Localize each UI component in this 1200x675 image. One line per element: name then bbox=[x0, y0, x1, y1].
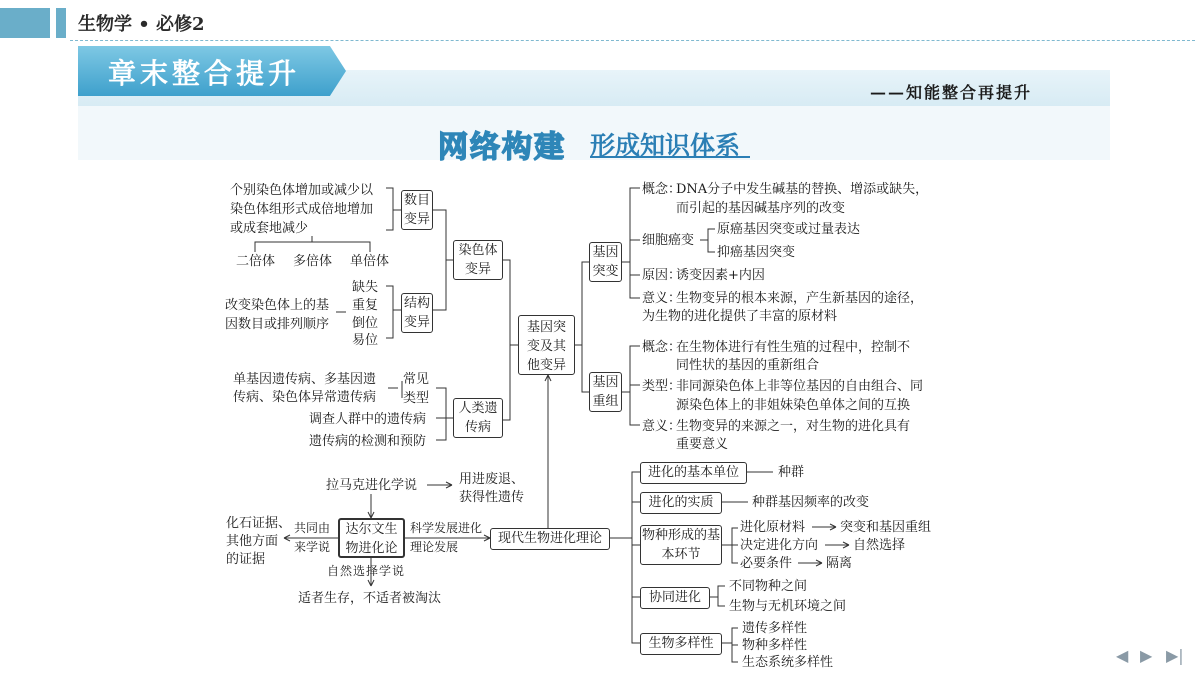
type-polyploid: 多倍体 bbox=[293, 254, 333, 269]
gm-concept-line-2: 而引起的基因碱基序列的改变 bbox=[676, 201, 846, 216]
speciation-label: 物种形成的基本环节 bbox=[641, 528, 720, 562]
number-variation-node bbox=[401, 190, 433, 230]
gr-concept-line-2: 同性状的基因的重新组合 bbox=[676, 358, 820, 373]
lamarck-result-2: 获得性遗传 bbox=[459, 490, 525, 505]
biodiversity-item-1: 遗传多样性 bbox=[742, 621, 808, 636]
modern-evolution-label: 现代生物进化理论 bbox=[497, 531, 602, 546]
number-variation-desc-2: 染色体组形式成倍地增加 bbox=[230, 202, 374, 217]
gr-meaning-line-1: 生物变异的来源之一，对生物的进化具有 bbox=[676, 419, 911, 434]
gr-meaning-line-2: 重要意义 bbox=[676, 437, 729, 452]
basic-unit-label: 进化的基本单位 bbox=[647, 465, 739, 480]
gr-type-line-1: 非同源染色体上非等位基因的自由组合、同 bbox=[676, 379, 924, 394]
survey-disease: 调查人群中的遗传病 bbox=[309, 412, 427, 427]
basic-unit-value: 种群 bbox=[778, 465, 805, 480]
gr-concept-line-1: 在生物体进行有性生殖的过程中，控制不 bbox=[676, 340, 911, 355]
common-types-label: 常见类型 bbox=[403, 372, 430, 406]
gm-meaning-line-1: 生物变异的根本来源，产生新基因的途径， bbox=[676, 291, 924, 306]
gr-type-line-2: 源染色体上的非姐妹染色单体之间的互换 bbox=[676, 398, 911, 413]
modern-evolution-node bbox=[490, 528, 610, 550]
genetic-disease-node bbox=[453, 398, 503, 438]
darwin-label: 达尔文生物进化论 bbox=[345, 522, 398, 556]
book-title: 生物学 • 必修2 bbox=[78, 14, 205, 35]
gm-cause-line-1: 诱变因素+内因 bbox=[676, 268, 765, 283]
disease-prevention: 遗传病的检测和预防 bbox=[309, 434, 427, 449]
structure-variation-desc-1: 改变染色体上的基 bbox=[225, 298, 330, 313]
struct-type-translocation: 易位 bbox=[352, 333, 379, 348]
section-title-plain: 形成知识体系 bbox=[590, 131, 741, 160]
coevolution-item-2: 生物与无机环境之间 bbox=[729, 599, 847, 614]
speciation-v3: 隔离 bbox=[826, 556, 853, 571]
prev-page-button[interactable]: ◀ bbox=[1116, 646, 1129, 665]
chromosome-variation-label: 染色体变异 bbox=[458, 243, 498, 277]
common-descent-label: 共同由来学说 bbox=[294, 521, 331, 554]
gene-mutation-label: 基因突变 bbox=[592, 245, 619, 279]
gm-meaning-key: 意义： bbox=[642, 291, 682, 306]
gr-meaning-key: 意义： bbox=[642, 419, 682, 434]
gene-recombination-label: 基因重组 bbox=[592, 375, 619, 409]
structure-variation-desc-2: 因数目或排列顺序 bbox=[225, 317, 330, 332]
biodiversity-label: 生物多样性 bbox=[648, 636, 714, 651]
chapter-title: 章末整合提升 bbox=[108, 57, 301, 90]
next-page-button[interactable]: ▶ bbox=[1140, 646, 1153, 665]
biodiversity-item-3: 生态系统多样性 bbox=[742, 655, 834, 670]
speciation-k2: 决定进化方向 bbox=[740, 538, 819, 553]
struct-type-deletion: 缺失 bbox=[352, 280, 379, 295]
speciation-v1: 突变和基因重组 bbox=[840, 520, 932, 535]
gm-cancer-line-1: 原癌基因突变或过量表达 bbox=[717, 222, 861, 237]
evidence-line-3: 的证据 bbox=[226, 552, 266, 567]
center-label: 基因突变及其他变异 bbox=[526, 320, 566, 373]
natural-selection-result: 适者生存，不适者被淘汰 bbox=[298, 591, 442, 606]
coevolution-label: 协同进化 bbox=[648, 590, 701, 605]
essence-value: 种群基因频率的改变 bbox=[752, 495, 870, 510]
speciation-v2: 自然选择 bbox=[853, 538, 906, 553]
natural-selection-label: 自然选择学说 bbox=[327, 564, 406, 578]
gm-concept-line-1: DNA分子中发生碱基的替换、增添或缺失， bbox=[676, 182, 929, 197]
chapter-subtitle: ——知能整合再提升 bbox=[870, 83, 1033, 102]
chromosome-variation-node bbox=[453, 240, 503, 280]
gm-meaning-line-2: 为生物的进化提供了丰富的原材料 bbox=[642, 309, 838, 324]
biodiversity-node bbox=[640, 633, 722, 655]
lamarck-result-1: 用进废退、 bbox=[459, 472, 525, 487]
evidence-line-2: 其他方面 bbox=[226, 534, 279, 549]
gm-cancer-line-2: 抑癌基因突变 bbox=[717, 245, 796, 260]
gm-cause-key: 原因： bbox=[642, 268, 682, 283]
development-label: 科学发展进化理论发展 bbox=[410, 521, 483, 554]
speciation-k3: 必要条件 bbox=[740, 556, 793, 571]
type-diploid: 二倍体 bbox=[236, 254, 276, 269]
essence-node bbox=[640, 492, 722, 514]
struct-type-inversion: 倒位 bbox=[352, 316, 379, 331]
gr-concept-key: 概念： bbox=[642, 340, 682, 355]
last-page-button[interactable]: ▶| bbox=[1166, 646, 1184, 665]
speciation-node bbox=[640, 525, 722, 565]
genetic-disease-label: 人类遗传病 bbox=[458, 401, 498, 435]
essence-label: 进化的实质 bbox=[648, 495, 714, 510]
gm-concept-key: 概念： bbox=[642, 182, 682, 197]
basic-unit-node bbox=[640, 462, 747, 484]
struct-type-duplication: 重复 bbox=[352, 298, 379, 313]
number-variation-desc-1: 个别染色体增加或减少以 bbox=[230, 183, 374, 198]
biodiversity-item-2: 物种多样性 bbox=[742, 638, 808, 653]
common-types-items-2: 传病、染色体异常遗传病 bbox=[233, 390, 377, 405]
number-variation-desc-3: 或成套地减少 bbox=[230, 221, 309, 236]
darwin-node bbox=[338, 518, 405, 558]
evidence-line-1: 化石证据、 bbox=[226, 516, 292, 531]
common-types-items-1: 单基因遗传病、多基因遗 bbox=[233, 372, 377, 387]
lamarck-theory: 拉马克进化学说 bbox=[326, 478, 418, 493]
gr-type-key: 类型： bbox=[642, 379, 682, 394]
structure-variation-label: 结构变异 bbox=[403, 296, 430, 330]
gene-recombination-node bbox=[589, 372, 622, 412]
section-title-stylized: 网络构建 bbox=[438, 130, 566, 165]
speciation-k1: 进化原材料 bbox=[740, 520, 806, 535]
gm-cancer-key: 细胞癌变 bbox=[642, 233, 695, 248]
coevolution-node bbox=[640, 587, 710, 609]
type-haploid: 单倍体 bbox=[350, 254, 390, 269]
coevolution-item-1: 不同物种之间 bbox=[729, 579, 808, 594]
center-node bbox=[518, 315, 575, 375]
number-variation-label: 数目变异 bbox=[403, 193, 430, 227]
gene-mutation-node bbox=[589, 242, 622, 282]
structure-variation-node bbox=[401, 293, 433, 333]
